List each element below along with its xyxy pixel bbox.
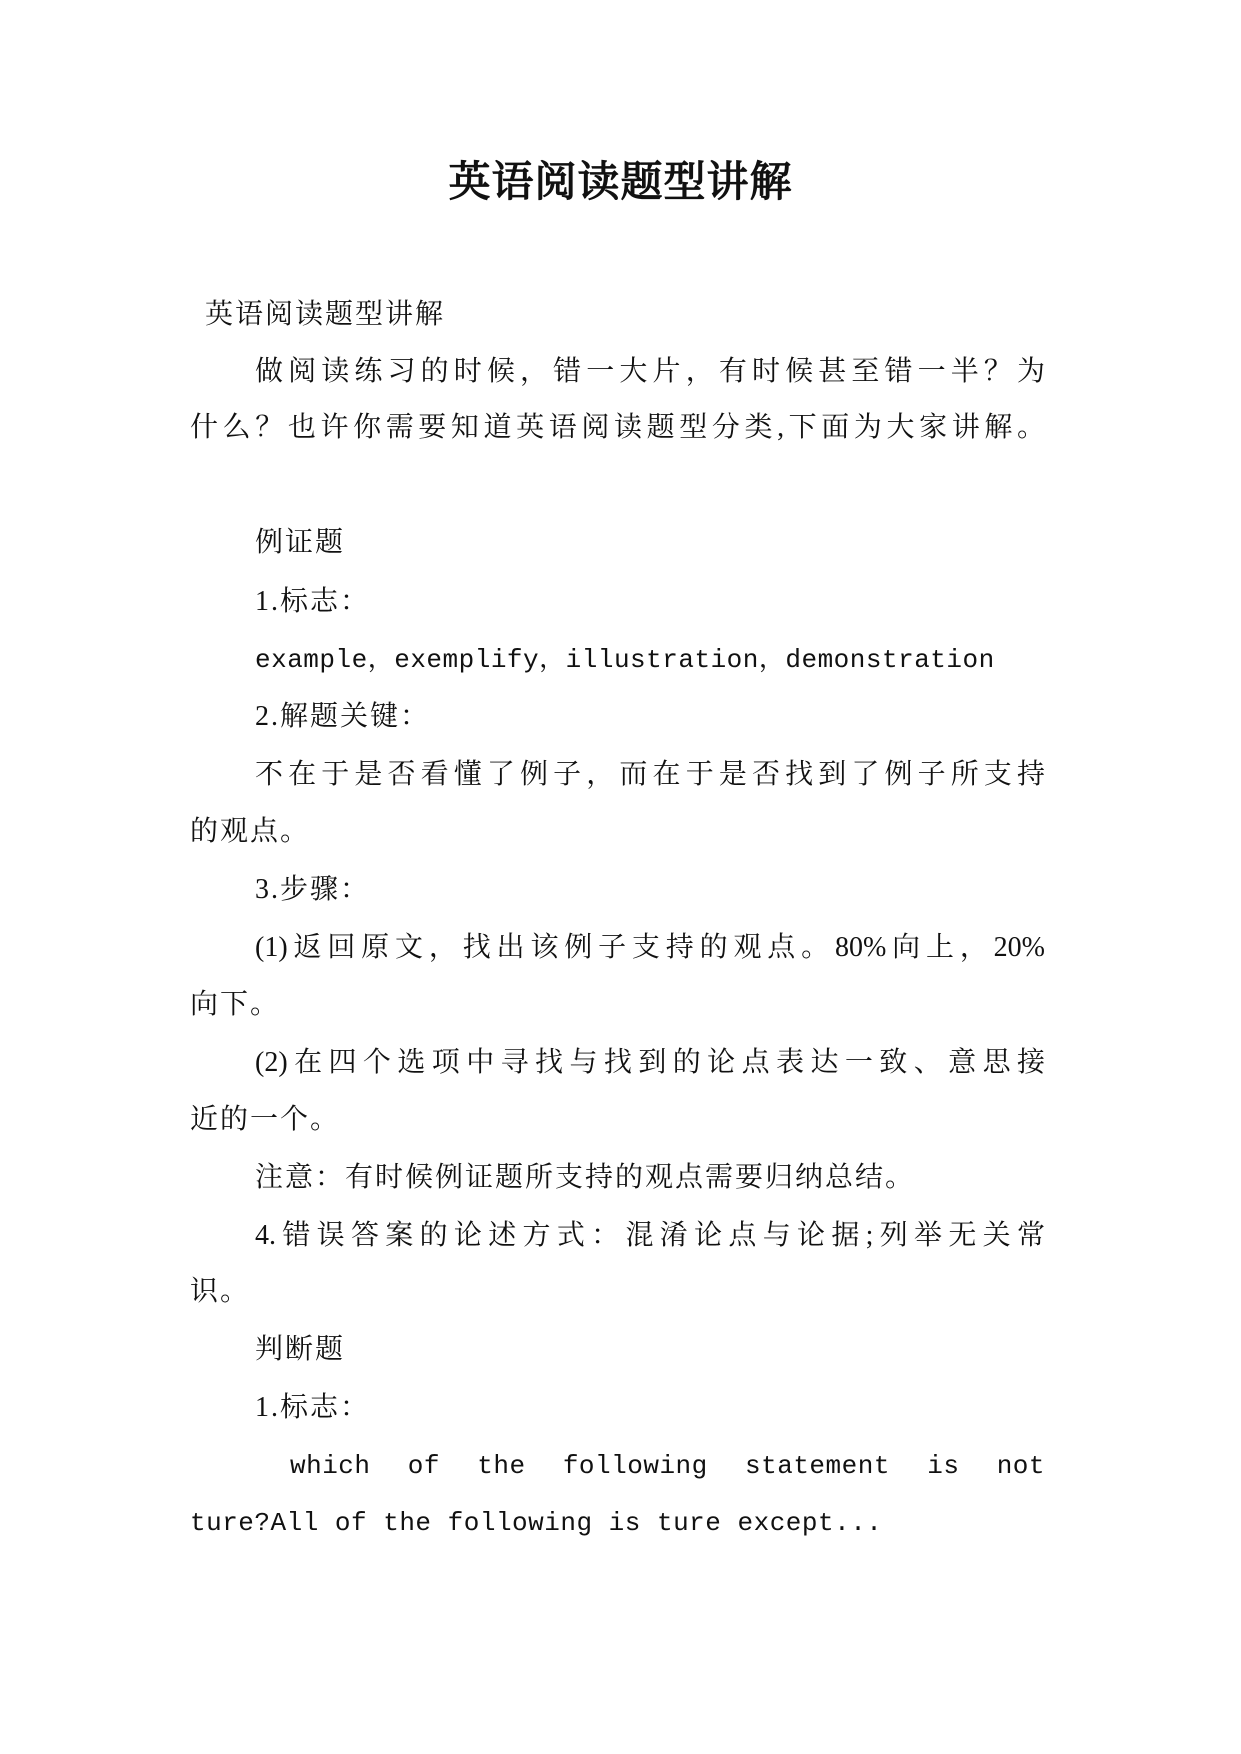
paragraph-line: 不在于是否看懂了例子，而在于是否找到了例子所支持 [255,759,1045,790]
section-heading: 判断题 [255,1334,346,1365]
item-heading: 2.解题关键： [255,701,431,732]
paragraph-line: ture?All of the following is ture except... [190,1508,883,1538]
intro-paragraph-line: 什么？也许你需要知道英语阅读题型分类,下面为大家讲解。 [190,412,1045,443]
item-heading: 1.标志： [255,1392,371,1423]
section-heading: 例证题 [255,527,346,558]
paragraph-line: example，exemplify，illustration，demonstration [255,645,995,675]
item-heading: 1.标志： [255,586,371,617]
paragraph-line: 近的一个。 [190,1104,341,1135]
paragraph-line: 识。 [190,1276,251,1307]
paragraph-line: (1)返回原文，找出该例子支持的观点。80%向上，20% [255,932,1045,963]
intro-paragraph-line: 做阅读练习的时候，错一大片，有时候甚至错一半？为 [255,356,1045,387]
document-subtitle: 英语阅读题型讲解 [205,299,446,330]
note-line: 注意：有时候例证题所支持的观点需要归纳总结。 [255,1162,916,1193]
page-title: 英语阅读题型讲解 [448,160,793,206]
paragraph-line: (2)在四个选项中寻找与找到的论点表达一致、意思接 [255,1047,1045,1078]
paragraph-line: 的观点。 [190,816,311,847]
paragraph-line: which of the following statement is not [290,1451,1045,1481]
paragraph-line: 4.错误答案的论述方式：混淆论点与论据;列举无关常 [255,1220,1045,1251]
item-heading: 3.步骤： [255,874,371,905]
paragraph-line: 向下。 [190,989,281,1020]
